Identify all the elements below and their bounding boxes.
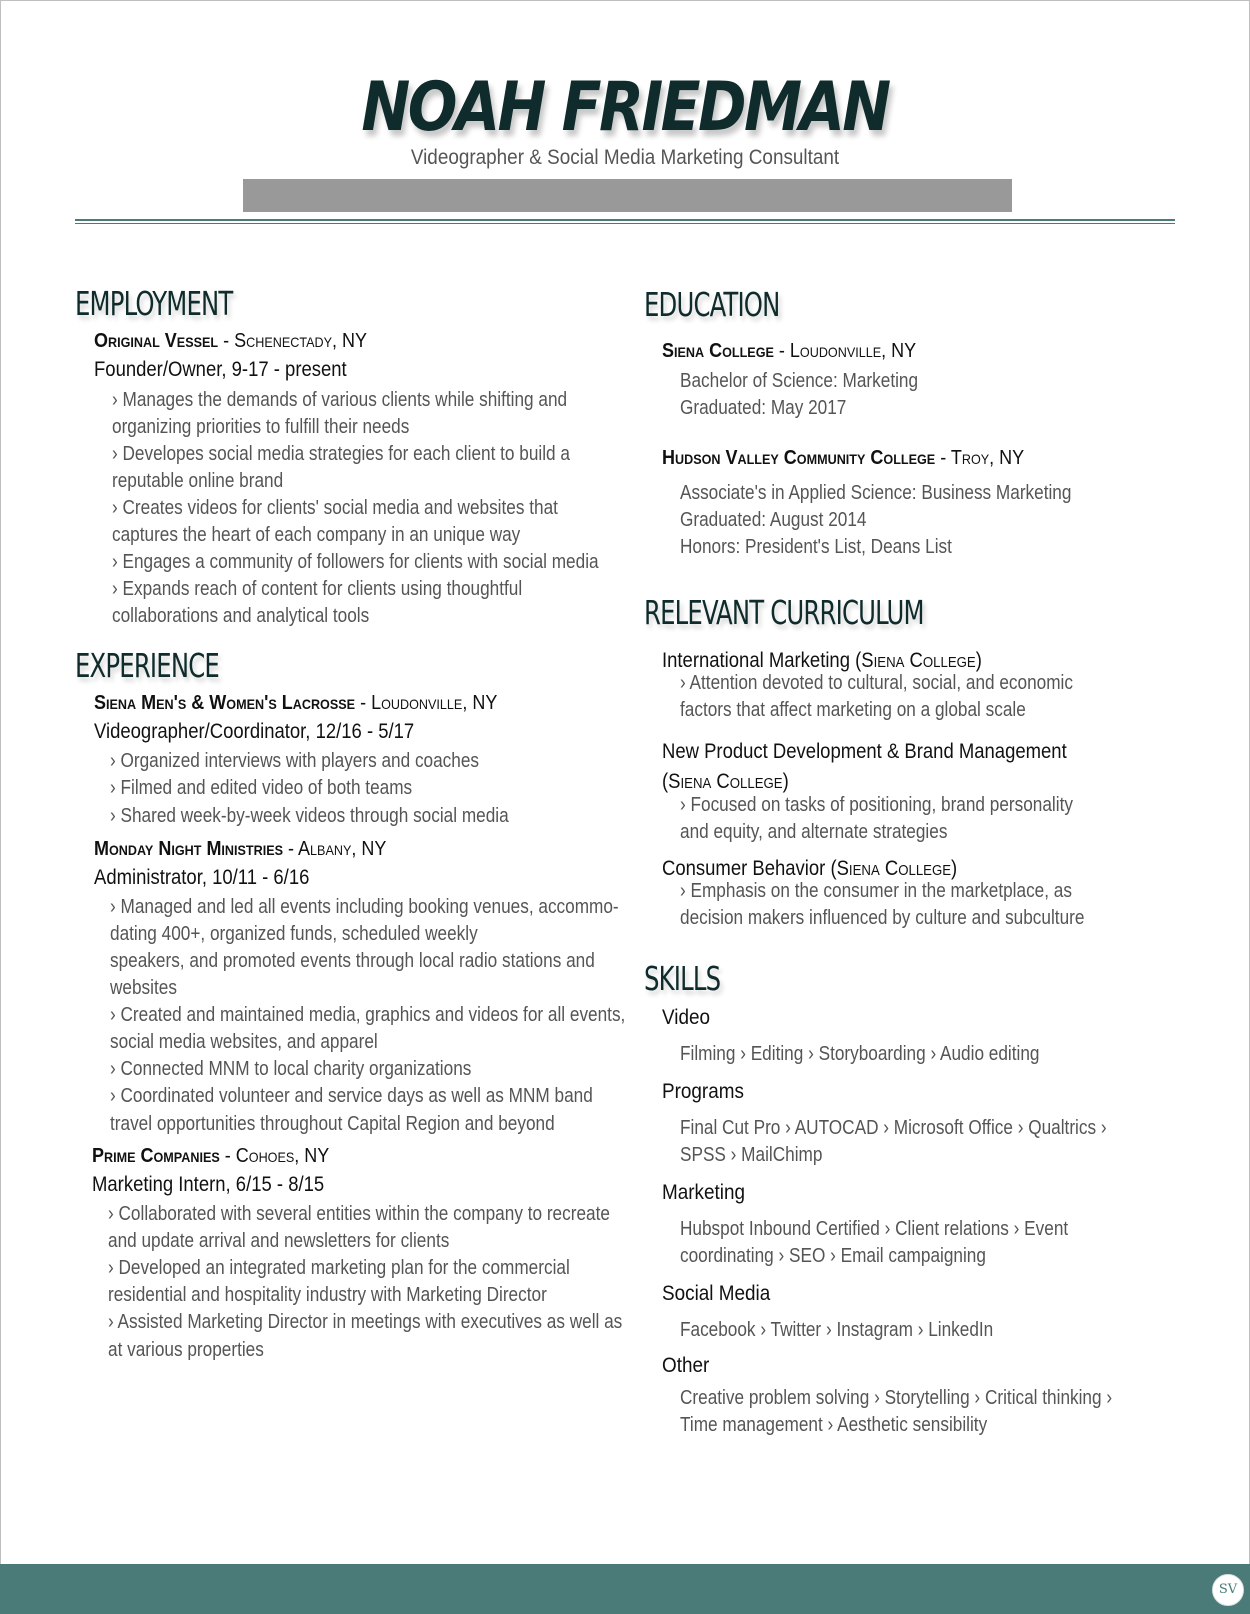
experience-line: › Collaborated with several entities within the company to recreate: [108, 1203, 610, 1225]
org-name: Monday Night Ministries: [94, 838, 284, 860]
education-school: [662, 340, 916, 363]
skill-group-head: Social Media: [662, 1282, 771, 1305]
skill-line: Creative problem solving › Storytelling › Critical thinking ›: [680, 1387, 1113, 1409]
course-title-cont: [662, 770, 789, 794]
experience-line: and update arrival and newsletters for clients: [108, 1230, 450, 1252]
experience-title: EXPERIENCE: [75, 646, 219, 685]
course-close: ): [782, 770, 789, 793]
experience-line: › Created and maintained media, graphics and videos for all events,: [110, 1004, 626, 1026]
course-line: › Focused on tasks of positioning, brand personality: [680, 794, 1073, 816]
course-close: ): [975, 649, 982, 672]
course-school: Siena College: [861, 649, 976, 672]
experience-line: › Organized interviews with players and coaches: [110, 750, 480, 772]
course-name: International Marketing (: [662, 649, 862, 672]
experience-line: › Coordinated volunteer and service days as well as MNM band: [110, 1085, 593, 1107]
experience-line: dating 400+, organized funds, scheduled weekly: [110, 923, 478, 945]
header-gray-bar: [243, 179, 1012, 212]
employment-line: organizing priorities to fulfill their needs: [112, 416, 410, 438]
skill-line: SPSS › MailChimp: [680, 1144, 823, 1166]
employment-line: › Creates videos for clients' social media and websites that: [112, 497, 558, 519]
skill-group-head: Other: [662, 1354, 710, 1377]
experience-line: travel opportunities throughout Capital Region and beyond: [110, 1113, 555, 1135]
skill-line: Time management › Aesthetic sensibility: [680, 1414, 988, 1436]
education-school: [662, 447, 1024, 470]
skill-group-head: Marketing: [662, 1181, 745, 1204]
experience-line: at various properties: [108, 1339, 264, 1361]
school-location: - Troy, NY: [935, 447, 1025, 469]
skill-line: coordinating › SEO › Email campaigning: [680, 1245, 986, 1267]
education-line: Graduated: August 2014: [680, 509, 867, 531]
org-name: Siena Men's & Women's Lacrosse: [94, 692, 356, 714]
experience-line: residential and hospitality industry with Marketing Director: [108, 1284, 547, 1306]
course-line: decision makers influenced by culture and subculture: [680, 907, 1085, 929]
course-open: (: [662, 770, 669, 793]
school-name: Siena College: [662, 340, 774, 362]
course-line: › Attention devoted to cultural, social, and economic: [680, 672, 1073, 694]
education-line: Bachelor of Science: Marketing: [680, 370, 919, 392]
course-title: New Product Development & Brand Management: [662, 740, 1067, 763]
org-location: - Loudonville, NY: [355, 692, 498, 714]
course-title: [662, 649, 982, 673]
experience-role: Administrator, 10/11 - 6/16: [94, 866, 310, 889]
course-school: Siena College: [836, 857, 952, 880]
experience-line: › Filmed and edited video of both teams: [110, 777, 413, 799]
course-school: Siena College: [668, 770, 783, 793]
course-close: ): [951, 857, 958, 880]
org-name: Prime Companies: [92, 1145, 220, 1167]
school-name: Hudson Valley Community College: [662, 447, 936, 469]
org-name: Original Vessel: [94, 330, 219, 352]
course-line: factors that affect marketing on a global scale: [680, 699, 1026, 721]
skill-line: Hubspot Inbound Certified › Client relations › Event: [680, 1218, 1069, 1240]
employment-title: EMPLOYMENT: [75, 284, 233, 323]
org-location: - Schenectady, NY: [218, 330, 368, 352]
experience-line: social media websites, and apparel: [110, 1031, 378, 1053]
experience-role: Videographer/Coordinator, 12/16 - 5/17: [94, 720, 415, 743]
employment-org: [94, 330, 367, 353]
school-location: - Loudonville, NY: [773, 340, 917, 362]
education-line: Graduated: May 2017: [680, 397, 847, 419]
skill-group-head: Programs: [662, 1080, 744, 1103]
employment-line: › Manages the demands of various clients while shifting and: [112, 389, 568, 411]
course-line: › Emphasis on the consumer in the marketplace, as: [680, 880, 1072, 902]
skill-group-head: Video: [662, 1006, 711, 1029]
employment-line: collaborations and analytical tools: [112, 605, 370, 627]
employment-line: captures the heart of each company in an unique way: [112, 524, 521, 546]
footer-band: [0, 1564, 1250, 1614]
employment-line: › Expands reach of content for clients using thoughtful: [112, 578, 523, 600]
experience-line: › Developed an integrated marketing plan for the commercial: [108, 1257, 570, 1279]
course-title: [662, 857, 957, 881]
brand-logo-icon: SV: [1212, 1574, 1244, 1606]
experience-line: › Managed and led all events including booking venues, accommo-: [110, 896, 619, 918]
experience-line: › Connected MNM to local charity organizations: [110, 1058, 472, 1080]
employment-role: Founder/Owner, 9-17 - present: [94, 358, 347, 381]
org-location: - Cohoes, NY: [219, 1145, 330, 1167]
resume-subtitle: Videographer & Social Media Marketing Consultant: [410, 146, 840, 169]
employment-line: reputable online brand: [112, 470, 284, 492]
experience-line: › Assisted Marketing Director in meetings with executives as well as: [108, 1311, 623, 1333]
header-rule: [75, 219, 1175, 221]
header-rule-thin: [75, 223, 1175, 224]
education-line: Honors: President's List, Deans List: [680, 536, 952, 558]
experience-role: Marketing Intern, 6/15 - 8/15: [92, 1173, 325, 1196]
experience-org: [92, 1145, 329, 1168]
experience-org: [94, 838, 386, 861]
skills-title: SKILLS: [644, 959, 721, 998]
education-title: EDUCATION: [644, 285, 780, 324]
education-line: Associate's in Applied Science: Business Marketing: [680, 482, 1072, 504]
org-location: - Albany, NY: [283, 838, 387, 860]
skill-line: Filming › Editing › Storyboarding › Audio editing: [680, 1043, 1040, 1065]
experience-line: websites: [110, 977, 177, 999]
skill-line: Facebook › Twitter › Instagram › LinkedIn: [680, 1319, 994, 1341]
curriculum-title: RELEVANT CURRICULUM: [644, 593, 924, 632]
course-line: and equity, and alternate strategies: [680, 821, 948, 843]
resume-name: NOAH FRIEDMAN: [361, 68, 889, 147]
experience-line: › Shared week-by-week videos through social media: [110, 805, 509, 827]
skill-line: Final Cut Pro › AUTOCAD › Microsoft Office › Qualtrics ›: [680, 1117, 1107, 1139]
employment-line: › Engages a community of followers for clients with social media: [112, 551, 599, 573]
experience-line: speakers, and promoted events through local radio stations and: [110, 950, 595, 972]
experience-org: [94, 692, 497, 715]
employment-line: › Developes social media strategies for each client to build a: [112, 443, 570, 465]
course-name: Consumer Behavior (: [662, 857, 837, 880]
